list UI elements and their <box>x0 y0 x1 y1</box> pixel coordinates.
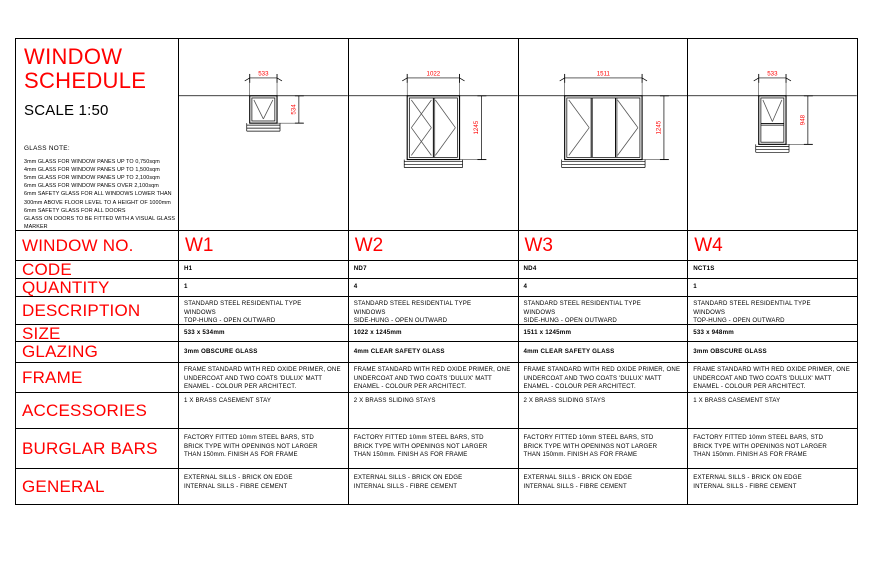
cell-accessories-w3 <box>519 393 689 428</box>
general-value: EXTERNAL SILLS - BRICK ON EDGE INTERNAL SILLS - FIBRE CEMENT <box>184 473 293 490</box>
cell-description-w4 <box>688 297 857 324</box>
cell-burglar-bars-w2 <box>349 429 519 468</box>
cell-glazing-w1 <box>179 342 349 362</box>
row-label-burglar-bars <box>16 429 179 468</box>
cell-code-w4 <box>688 261 857 278</box>
label-text: GENERAL <box>22 476 105 496</box>
cell-code-w2 <box>349 261 519 278</box>
label-text: BURGLAR BARS <box>22 438 158 458</box>
row-label-quantity <box>16 279 179 296</box>
cell-accessories-w4 <box>688 393 857 428</box>
glazing-value: 4mm CLEAR SAFETY GLASS <box>353 347 445 355</box>
burglar-bars-value: FACTORY FITTED 10mm STEEL BARS, STD BRICK TYPE WITH OPENINGS NOT LARGER THAN 150mm. FINISH AS FOR FRAME <box>693 433 827 459</box>
cell-quantity-w3 <box>519 279 689 296</box>
size-value: 1511 x 1245mm <box>523 328 572 336</box>
description-value: STANDARD STEEL RESIDENTIAL TYPE WINDOWS SIDE-HUNG - OPEN OUTWARD <box>523 300 641 325</box>
title-block <box>16 39 179 230</box>
width-dimension-text: 1022 <box>426 70 440 78</box>
scale-text: SCALE 1:50 <box>24 101 109 119</box>
page-title: WINDOW SCHEDULE <box>24 44 147 93</box>
width-dimension-text: 533 <box>258 70 269 78</box>
description-value: STANDARD STEEL RESIDENTIAL TYPE WINDOWS TOP-HUNG - OPEN OUTWARD <box>693 300 811 325</box>
row-size <box>16 325 857 342</box>
code-value: ND4 <box>523 265 537 273</box>
window-no-value: W4 <box>694 235 723 256</box>
cell-general-w3 <box>519 469 689 504</box>
cell-glazing-w3 <box>519 342 689 362</box>
size-value: 533 x 534mm <box>184 328 225 336</box>
code-value: NCT1S <box>693 265 715 273</box>
cell-general-w4 <box>688 469 857 504</box>
code-value: H1 <box>184 265 193 273</box>
row-label-glazing <box>16 342 179 362</box>
cell-description-w3 <box>519 297 689 324</box>
label-text: GLAZING <box>22 342 99 362</box>
height-dimension-text: 1245 <box>472 120 480 135</box>
row-label-window-no <box>16 231 179 260</box>
cell-accessories-w2 <box>349 393 519 428</box>
general-value: EXTERNAL SILLS - BRICK ON EDGE INTERNAL SILLS - FIBRE CEMENT <box>693 473 802 490</box>
glass-note-body: 3mm GLASS FOR WINDOW PANES UP TO 0,750sqm 4mm GLASS FOR WINDOW PANES UP TO 1,500sqm 5mm GLASS FOR WINDOW PANES UP TO 2,100sqm 6mm GLASS FOR WINDOW PANES OVER 2,100sqm 6mm SAFETY GLASS FOR ALL WINDOWS LOWER THAN 300mm ABOVE FLOOR LEVEL TO A HEIGHT OF 1000mm 6mm SAFETY GLASS FOR ALL DOORS GLASS ON DOORS TO BE FITTED WITH A VISUAL GLASS MARKER <box>24 158 176 231</box>
frame-value: FRAME STANDARD WITH RED OXIDE PRIMER, ONE UNDERCOAT AND TWO COATS 'DULUX' MATT ENAMEL - COLOUR PER ARCHITECT. <box>353 365 511 391</box>
quantity-value: 4 <box>523 283 528 291</box>
glazing-value: 4mm CLEAR SAFETY GLASS <box>523 347 615 355</box>
label-text: SIZE <box>22 323 61 343</box>
row-window-no <box>16 231 857 261</box>
row-general <box>16 469 857 504</box>
glazing-value: 3mm OBSCURE GLASS <box>693 347 767 355</box>
cell-window-no-w3 <box>519 231 689 260</box>
cell-glazing-w4 <box>688 342 857 362</box>
row-label-size <box>16 325 179 341</box>
description-value: STANDARD STEEL RESIDENTIAL TYPE WINDOWS SIDE-HUNG - OPEN OUTWARD <box>353 300 472 325</box>
header-row <box>16 39 857 231</box>
window-no-value: W2 <box>354 235 384 256</box>
cell-burglar-bars-w3 <box>519 429 689 468</box>
cell-general-w1 <box>179 469 349 504</box>
row-burglar-bars <box>16 429 857 469</box>
cell-burglar-bars-w4 <box>688 429 857 468</box>
width-dimension-text: 1511 <box>596 70 610 78</box>
cell-quantity-w2 <box>349 279 519 296</box>
burglar-bars-value: FACTORY FITTED 10mm STEEL BARS, STD BRICK TYPE WITH OPENINGS NOT LARGER THAN 150mm. FINISH AS FOR FRAME <box>523 433 658 459</box>
cell-burglar-bars-w1 <box>179 429 349 468</box>
row-description <box>16 297 857 325</box>
frame-value: FRAME STANDARD WITH RED OXIDE PRIMER, ONE UNDERCOAT AND TWO COATS 'DULUX' MATT ENAMEL - COLOUR PER ARCHITECT. <box>693 365 850 391</box>
cell-window-no-w4 <box>688 231 857 260</box>
row-code <box>16 261 857 279</box>
row-label-accessories <box>16 393 179 428</box>
label-text: WINDOW NO. <box>22 236 134 255</box>
label-text: DESCRIPTION <box>22 301 141 320</box>
row-label-description <box>16 297 179 324</box>
glazing-value: 3mm OBSCURE GLASS <box>184 347 258 355</box>
cell-description-w2 <box>349 297 519 324</box>
row-label-frame <box>16 363 179 392</box>
cell-window-no-w1 <box>179 231 349 260</box>
cell-size-w1 <box>179 325 349 341</box>
elevation-drawing-w2 <box>349 39 519 230</box>
row-glazing <box>16 342 857 363</box>
label-text: CODE <box>22 260 72 279</box>
row-label-code <box>16 261 179 278</box>
window-no-value: W3 <box>524 235 553 256</box>
height-dimension-text: 1245 <box>654 120 662 135</box>
elevation-drawing-w3 <box>519 39 689 230</box>
row-accessories <box>16 393 857 429</box>
size-value: 1022 x 1245mm <box>353 328 402 336</box>
cell-general-w2 <box>349 469 519 504</box>
label-text: ACCESSORIES <box>22 400 148 420</box>
cell-glazing-w2 <box>349 342 519 362</box>
cell-window-no-w2 <box>349 231 519 260</box>
cell-code-w3 <box>519 261 689 278</box>
code-value: ND7 <box>353 265 367 273</box>
description-value: STANDARD STEEL RESIDENTIAL TYPE WINDOWS TOP-HUNG - OPEN OUTWARD <box>184 300 302 325</box>
label-text: FRAME <box>22 367 83 387</box>
quantity-value: 1 <box>184 283 188 291</box>
cell-size-w2 <box>349 325 519 341</box>
accessories-value: 2 X BRASS SLIDING STAYS <box>353 396 436 404</box>
height-dimension-text: 534 <box>290 104 298 115</box>
frame-value: FRAME STANDARD WITH RED OXIDE PRIMER, ONE UNDERCOAT AND TWO COATS 'DULUX' MATT ENAMEL - COLOUR PER ARCHITECT. <box>523 365 681 391</box>
cell-quantity-w1 <box>179 279 349 296</box>
frame-value: FRAME STANDARD WITH RED OXIDE PRIMER, ONE UNDERCOAT AND TWO COATS 'DULUX' MATT ENAMEL - COLOUR PER ARCHITECT. <box>184 365 341 391</box>
width-dimension-text: 533 <box>767 70 778 78</box>
row-quantity <box>16 279 857 297</box>
cell-quantity-w4 <box>688 279 857 296</box>
cell-frame-w1 <box>179 363 349 392</box>
cell-frame-w4 <box>688 363 857 392</box>
general-value: EXTERNAL SILLS - BRICK ON EDGE INTERNAL SILLS - FIBRE CEMENT <box>523 473 633 490</box>
cell-accessories-w1 <box>179 393 349 428</box>
quantity-value: 4 <box>353 283 358 291</box>
accessories-value: 2 X BRASS SLIDING STAYS <box>523 396 606 404</box>
cell-size-w4 <box>688 325 857 341</box>
quantity-value: 1 <box>693 283 697 291</box>
burglar-bars-value: FACTORY FITTED 10mm STEEL BARS, STD BRICK TYPE WITH OPENINGS NOT LARGER THAN 150mm. FINISH AS FOR FRAME <box>184 433 318 459</box>
burglar-bars-value: FACTORY FITTED 10mm STEEL BARS, STD BRICK TYPE WITH OPENINGS NOT LARGER THAN 150mm. FINISH AS FOR FRAME <box>353 433 488 459</box>
window-no-value: W1 <box>185 235 214 256</box>
row-label-general <box>16 469 179 504</box>
elevation-drawing-w1 <box>179 39 349 230</box>
size-value: 533 x 948mm <box>693 328 734 336</box>
window-elevation-svg <box>349 39 518 230</box>
general-value: EXTERNAL SILLS - BRICK ON EDGE INTERNAL SILLS - FIBRE CEMENT <box>353 473 463 490</box>
accessories-value: 1 X BRASS CASEMENT STAY <box>184 396 272 404</box>
accessories-value: 1 X BRASS CASEMENT STAY <box>693 396 781 404</box>
schedule-table <box>15 38 858 505</box>
cell-size-w3 <box>519 325 689 341</box>
elevation-drawing-w4 <box>688 39 857 230</box>
window-elevation-svg <box>519 39 688 230</box>
window-elevation-svg <box>179 39 348 230</box>
row-frame <box>16 363 857 393</box>
cell-description-w1 <box>179 297 349 324</box>
height-dimension-text: 948 <box>799 114 807 126</box>
window-elevation-svg <box>688 39 857 230</box>
label-text: QUANTITY <box>22 278 110 297</box>
cell-code-w1 <box>179 261 349 278</box>
cell-frame-w2 <box>349 363 519 392</box>
glass-note-heading: GLASS NOTE: <box>24 144 70 152</box>
cell-frame-w3 <box>519 363 689 392</box>
